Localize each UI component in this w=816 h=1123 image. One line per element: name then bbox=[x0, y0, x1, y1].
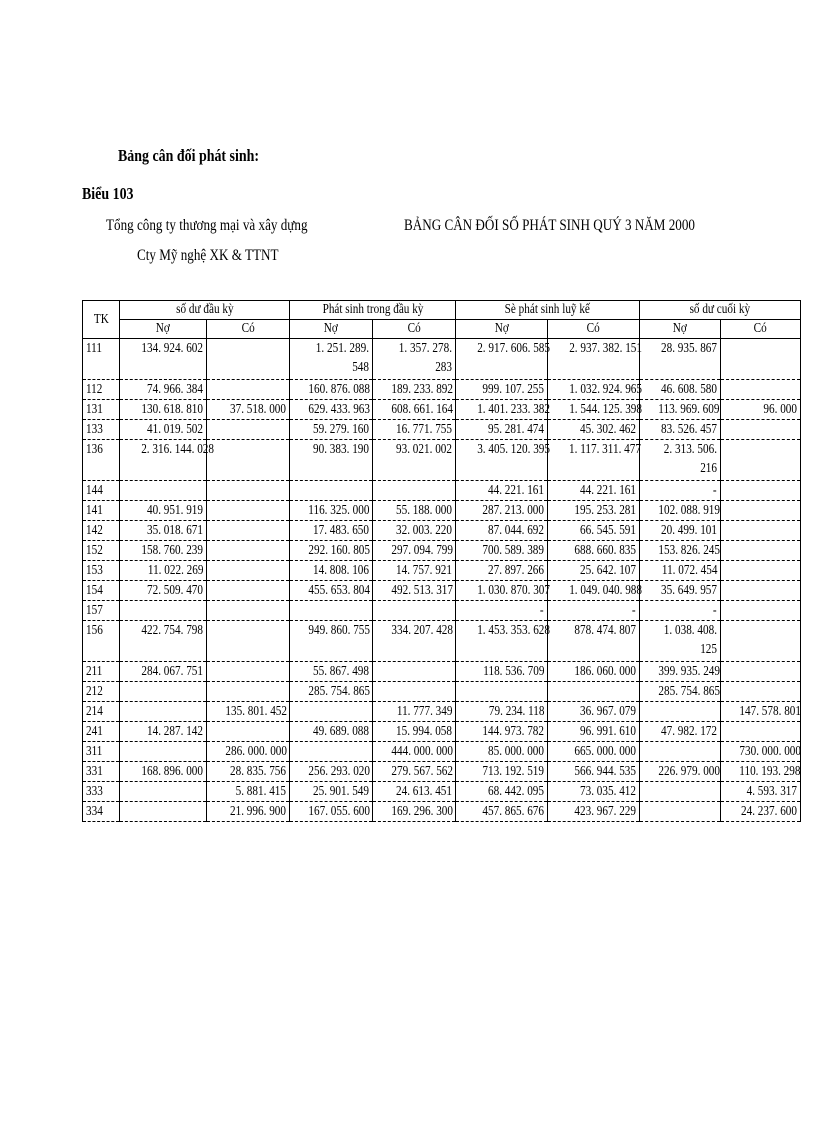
cell-period-credit: 279. 567. 562 bbox=[373, 762, 456, 782]
cell-opening-credit bbox=[207, 481, 290, 501]
cell-period-credit: 15. 994. 058 bbox=[373, 722, 456, 742]
cell-opening-credit bbox=[207, 339, 290, 380]
cell-cumulative-debit: 713. 192. 519 bbox=[456, 762, 548, 782]
table-row bbox=[83, 682, 801, 702]
cell-opening-debit: 41. 019. 502 bbox=[120, 420, 207, 440]
table-row bbox=[83, 420, 801, 440]
cell-closing-credit bbox=[721, 581, 801, 601]
cell-opening-credit bbox=[207, 722, 290, 742]
cell-period-credit: 93. 021. 002 bbox=[373, 440, 456, 481]
cell-closing-credit bbox=[721, 339, 801, 380]
cell-cumulative-debit: 457. 865. 676 bbox=[456, 802, 548, 822]
cell-period-debit: 90. 383. 190 bbox=[290, 440, 373, 481]
cell-closing-debit: 226. 979. 000 bbox=[640, 762, 721, 782]
cell-cumulative-debit bbox=[456, 682, 548, 702]
cell-cumulative-credit: 878. 474. 807 bbox=[548, 621, 640, 662]
table-row bbox=[83, 581, 801, 601]
cell-closing-debit bbox=[640, 702, 721, 722]
header-cumulative-activity: Sè phát sinh luỹ kế bbox=[456, 301, 640, 320]
cell-period-debit: 116. 325. 000 bbox=[290, 501, 373, 521]
cell-period-credit bbox=[373, 682, 456, 702]
cell-closing-credit: 730. 000. 000 bbox=[721, 742, 801, 762]
table-body bbox=[83, 339, 801, 822]
cell-period-debit: 17. 483. 650 bbox=[290, 521, 373, 541]
cell-period-debit: 14. 808. 106 bbox=[290, 561, 373, 581]
header-account: TK bbox=[83, 301, 120, 339]
cell-period-credit bbox=[373, 481, 456, 501]
cell-cumulative-credit: 186. 060. 000 bbox=[548, 662, 640, 682]
table-row bbox=[83, 722, 801, 742]
cell-opening-credit bbox=[207, 541, 290, 561]
cell-closing-debit bbox=[640, 742, 721, 762]
cell-cumulative-credit: 423. 967. 229 bbox=[548, 802, 640, 822]
cell-closing-credit bbox=[721, 501, 801, 521]
cell-cumulative-credit: 195. 253. 281 bbox=[548, 501, 640, 521]
cell-closing-debit: 399. 935. 249 bbox=[640, 662, 721, 682]
cell-cumulative-credit: 25. 642. 107 bbox=[548, 561, 640, 581]
cell-opening-credit bbox=[207, 581, 290, 601]
cell-period-debit: 629. 433. 963 bbox=[290, 400, 373, 420]
table-row bbox=[83, 702, 801, 722]
cell-opening-debit bbox=[120, 601, 207, 621]
account-code: 311 bbox=[83, 742, 120, 762]
cell-closing-debit: 2. 313. 506. 216 bbox=[640, 440, 721, 481]
cell-opening-debit bbox=[120, 742, 207, 762]
cell-closing-debit: 11. 072. 454 bbox=[640, 561, 721, 581]
cell-closing-credit: 24. 237. 600 bbox=[721, 802, 801, 822]
cell-closing-credit bbox=[721, 380, 801, 400]
cell-closing-debit bbox=[640, 782, 721, 802]
cell-cumulative-debit: 700. 589. 389 bbox=[456, 541, 548, 561]
cell-cumulative-credit: 1. 032. 924. 965 bbox=[548, 380, 640, 400]
cell-opening-debit bbox=[120, 682, 207, 702]
cell-opening-debit: 35. 018. 671 bbox=[120, 521, 207, 541]
header-period-activity: Phát sinh trong đầu kỳ bbox=[290, 301, 456, 320]
cell-period-credit bbox=[373, 662, 456, 682]
header-debit: Nợ bbox=[456, 320, 548, 339]
account-code: 144 bbox=[83, 481, 120, 501]
cell-cumulative-debit: 999. 107. 255 bbox=[456, 380, 548, 400]
cell-opening-debit: 158. 760. 239 bbox=[120, 541, 207, 561]
cell-cumulative-debit: 27. 897. 266 bbox=[456, 561, 548, 581]
account-code: 241 bbox=[83, 722, 120, 742]
cell-cumulative-credit: 44. 221. 161 bbox=[548, 481, 640, 501]
cell-cumulative-credit: 1. 117. 311. 477 bbox=[548, 440, 640, 481]
cell-period-debit bbox=[290, 702, 373, 722]
cell-closing-credit: 147. 578. 801 bbox=[721, 702, 801, 722]
account-code: 211 bbox=[83, 662, 120, 682]
cell-closing-credit bbox=[721, 601, 801, 621]
cell-opening-debit: 11. 022. 269 bbox=[120, 561, 207, 581]
cell-period-debit: 167. 055. 600 bbox=[290, 802, 373, 822]
cell-opening-debit: 40. 951. 919 bbox=[120, 501, 207, 521]
cell-period-credit: 444. 000. 000 bbox=[373, 742, 456, 762]
cell-cumulative-debit: 79. 234. 118 bbox=[456, 702, 548, 722]
cell-cumulative-credit: 45. 302. 462 bbox=[548, 420, 640, 440]
table-row bbox=[83, 521, 801, 541]
header-credit: Có bbox=[373, 320, 456, 339]
table-row bbox=[83, 339, 801, 380]
account-code: 153 bbox=[83, 561, 120, 581]
cell-opening-credit bbox=[207, 601, 290, 621]
header-debit: Nợ bbox=[290, 320, 373, 339]
cell-period-credit: 492. 513. 317 bbox=[373, 581, 456, 601]
cell-opening-credit bbox=[207, 682, 290, 702]
table-row bbox=[83, 440, 801, 481]
table-row bbox=[83, 762, 801, 782]
cell-cumulative-debit: 1. 453. 353. 628 bbox=[456, 621, 548, 662]
cell-period-credit: 11. 777. 349 bbox=[373, 702, 456, 722]
cell-closing-credit bbox=[721, 521, 801, 541]
cell-period-credit: 32. 003. 220 bbox=[373, 521, 456, 541]
cell-period-debit: 49. 689. 088 bbox=[290, 722, 373, 742]
cell-closing-debit: 285. 754. 865 bbox=[640, 682, 721, 702]
cell-period-credit bbox=[373, 601, 456, 621]
company-name: Tổng công ty thương mại và xây dựng bbox=[106, 217, 308, 234]
account-code: 157 bbox=[83, 601, 120, 621]
table-row bbox=[83, 662, 801, 682]
account-code: 212 bbox=[83, 682, 120, 702]
cell-cumulative-debit: 87. 044. 692 bbox=[456, 521, 548, 541]
cell-opening-credit bbox=[207, 501, 290, 521]
cell-period-debit: 949. 860. 755 bbox=[290, 621, 373, 662]
cell-cumulative-credit: 96. 991. 610 bbox=[548, 722, 640, 742]
header-credit: Có bbox=[721, 320, 801, 339]
account-code: 154 bbox=[83, 581, 120, 601]
cell-opening-debit: 14. 287. 142 bbox=[120, 722, 207, 742]
cell-opening-credit bbox=[207, 621, 290, 662]
cell-closing-debit: 1. 038. 408. 125 bbox=[640, 621, 721, 662]
cell-cumulative-debit: 287. 213. 000 bbox=[456, 501, 548, 521]
account-code: 111 bbox=[83, 339, 120, 380]
cell-cumulative-debit: 144. 973. 782 bbox=[456, 722, 548, 742]
account-code: 141 bbox=[83, 501, 120, 521]
cell-opening-debit: 284. 067. 751 bbox=[120, 662, 207, 682]
account-code: 334 bbox=[83, 802, 120, 822]
cell-period-debit: 55. 867. 498 bbox=[290, 662, 373, 682]
table-row bbox=[83, 400, 801, 420]
subsidiary-name: Cty Mỹ nghệ XK & TTNT bbox=[137, 247, 279, 264]
cell-closing-credit: 96. 000 bbox=[721, 400, 801, 420]
account-code: 133 bbox=[83, 420, 120, 440]
cell-opening-credit: 135. 801. 452 bbox=[207, 702, 290, 722]
cell-closing-credit bbox=[721, 420, 801, 440]
cell-opening-debit: 2. 316. 144. 028 bbox=[120, 440, 207, 481]
cell-cumulative-debit: 2. 917. 606. 585 bbox=[456, 339, 548, 380]
cell-closing-debit: 102. 088. 919 bbox=[640, 501, 721, 521]
table-row bbox=[83, 782, 801, 802]
cell-cumulative-credit: 2. 937. 382. 151 bbox=[548, 339, 640, 380]
cell-closing-debit: 28. 935. 867 bbox=[640, 339, 721, 380]
form-number: Biểu 103 bbox=[82, 184, 134, 203]
account-code: 156 bbox=[83, 621, 120, 662]
cell-period-debit: 1. 251. 289. 548 bbox=[290, 339, 373, 380]
cell-period-debit bbox=[290, 481, 373, 501]
cell-period-credit: 189. 233. 892 bbox=[373, 380, 456, 400]
cell-cumulative-debit: 3. 405. 120. 395 bbox=[456, 440, 548, 481]
cell-opening-credit bbox=[207, 380, 290, 400]
header-debit: Nợ bbox=[640, 320, 721, 339]
cell-cumulative-credit: 1. 049. 040. 988 bbox=[548, 581, 640, 601]
table-row bbox=[83, 742, 801, 762]
cell-period-credit: 55. 188. 000 bbox=[373, 501, 456, 521]
cell-cumulative-debit: 44. 221. 161 bbox=[456, 481, 548, 501]
cell-period-credit: 24. 613. 451 bbox=[373, 782, 456, 802]
cell-cumulative-debit: 1. 401. 233. 382 bbox=[456, 400, 548, 420]
cell-opening-debit: 130. 618. 810 bbox=[120, 400, 207, 420]
cell-closing-credit: 4. 593. 317 bbox=[721, 782, 801, 802]
cell-opening-credit bbox=[207, 561, 290, 581]
section-heading: Bảng cân đối phát sinh: bbox=[118, 146, 260, 165]
cell-period-debit bbox=[290, 601, 373, 621]
cell-opening-debit: 422. 754. 798 bbox=[120, 621, 207, 662]
header-opening-balance: số dư đầu kỳ bbox=[120, 301, 290, 320]
cell-closing-credit bbox=[721, 722, 801, 742]
header-debit: Nợ bbox=[120, 320, 207, 339]
cell-cumulative-debit: 85. 000. 000 bbox=[456, 742, 548, 762]
cell-cumulative-credit: 566. 944. 535 bbox=[548, 762, 640, 782]
cell-cumulative-credit bbox=[548, 682, 640, 702]
account-code: 142 bbox=[83, 521, 120, 541]
cell-cumulative-credit: 73. 035. 412 bbox=[548, 782, 640, 802]
account-code: 136 bbox=[83, 440, 120, 481]
cell-closing-debit: 46. 608. 580 bbox=[640, 380, 721, 400]
cell-cumulative-credit: 1. 544. 125. 398 bbox=[548, 400, 640, 420]
cell-opening-credit: 286. 000. 000 bbox=[207, 742, 290, 762]
balance-table bbox=[82, 300, 801, 822]
cell-opening-credit bbox=[207, 440, 290, 481]
cell-closing-debit bbox=[640, 802, 721, 822]
cell-cumulative-debit: 118. 536. 709 bbox=[456, 662, 548, 682]
cell-opening-credit: 28. 835. 756 bbox=[207, 762, 290, 782]
account-code: 214 bbox=[83, 702, 120, 722]
cell-opening-credit: 21. 996. 900 bbox=[207, 802, 290, 822]
cell-opening-debit: 134. 924. 602 bbox=[120, 339, 207, 380]
cell-closing-debit: - bbox=[640, 481, 721, 501]
cell-opening-debit bbox=[120, 702, 207, 722]
cell-period-debit: 455. 653. 804 bbox=[290, 581, 373, 601]
cell-cumulative-debit: 68. 442. 095 bbox=[456, 782, 548, 802]
cell-closing-credit: 110. 193. 298 bbox=[721, 762, 801, 782]
cell-opening-credit: 5. 881. 415 bbox=[207, 782, 290, 802]
cell-cumulative-credit: 66. 545. 591 bbox=[548, 521, 640, 541]
header-credit: Có bbox=[207, 320, 290, 339]
cell-closing-debit: 113. 969. 609 bbox=[640, 400, 721, 420]
account-code: 152 bbox=[83, 541, 120, 561]
header-closing-balance: số dư cuối kỳ bbox=[640, 301, 801, 320]
cell-opening-debit: 74. 966. 384 bbox=[120, 380, 207, 400]
cell-cumulative-debit: 1. 030. 870. 307 bbox=[456, 581, 548, 601]
cell-opening-debit: 168. 896. 000 bbox=[120, 762, 207, 782]
cell-closing-credit bbox=[721, 440, 801, 481]
cell-period-credit: 169. 296. 300 bbox=[373, 802, 456, 822]
header-credit: Có bbox=[548, 320, 640, 339]
cell-period-debit: 256. 293. 020 bbox=[290, 762, 373, 782]
cell-closing-debit: - bbox=[640, 601, 721, 621]
cell-closing-debit: 47. 982. 172 bbox=[640, 722, 721, 742]
cell-closing-credit bbox=[721, 662, 801, 682]
account-code: 331 bbox=[83, 762, 120, 782]
table-row bbox=[83, 380, 801, 400]
cell-closing-credit bbox=[721, 541, 801, 561]
cell-opening-credit bbox=[207, 521, 290, 541]
cell-cumulative-debit: 95. 281. 474 bbox=[456, 420, 548, 440]
cell-opening-credit: 37. 518. 000 bbox=[207, 400, 290, 420]
cell-period-credit: 334. 207. 428 bbox=[373, 621, 456, 662]
cell-cumulative-debit: - bbox=[456, 601, 548, 621]
cell-closing-credit bbox=[721, 682, 801, 702]
cell-opening-credit bbox=[207, 420, 290, 440]
cell-cumulative-credit: 36. 967. 079 bbox=[548, 702, 640, 722]
table-row bbox=[83, 621, 801, 662]
cell-period-debit: 25. 901. 549 bbox=[290, 782, 373, 802]
cell-period-debit: 160. 876. 088 bbox=[290, 380, 373, 400]
cell-opening-debit bbox=[120, 802, 207, 822]
cell-cumulative-credit: 665. 000. 000 bbox=[548, 742, 640, 762]
cell-period-credit: 14. 757. 921 bbox=[373, 561, 456, 581]
cell-closing-debit: 20. 499. 101 bbox=[640, 521, 721, 541]
cell-period-credit: 16. 771. 755 bbox=[373, 420, 456, 440]
cell-period-debit: 59. 279. 160 bbox=[290, 420, 373, 440]
table-row bbox=[83, 481, 801, 501]
cell-opening-debit bbox=[120, 481, 207, 501]
cell-opening-debit: 72. 509. 470 bbox=[120, 581, 207, 601]
cell-closing-debit: 83. 526. 457 bbox=[640, 420, 721, 440]
cell-period-credit: 297. 094. 799 bbox=[373, 541, 456, 561]
table-row bbox=[83, 501, 801, 521]
cell-period-debit: 285. 754. 865 bbox=[290, 682, 373, 702]
cell-period-debit: 292. 160. 805 bbox=[290, 541, 373, 561]
cell-closing-debit: 35. 649. 957 bbox=[640, 581, 721, 601]
account-code: 112 bbox=[83, 380, 120, 400]
table-row bbox=[83, 541, 801, 561]
cell-opening-debit bbox=[120, 782, 207, 802]
cell-cumulative-credit: - bbox=[548, 601, 640, 621]
cell-opening-credit bbox=[207, 662, 290, 682]
account-code: 131 bbox=[83, 400, 120, 420]
cell-period-credit: 608. 661. 164 bbox=[373, 400, 456, 420]
cell-period-debit bbox=[290, 742, 373, 762]
cell-closing-credit bbox=[721, 621, 801, 662]
account-code: 333 bbox=[83, 782, 120, 802]
cell-period-credit: 1. 357. 278. 283 bbox=[373, 339, 456, 380]
table-row bbox=[83, 802, 801, 822]
cell-closing-credit bbox=[721, 561, 801, 581]
cell-closing-debit: 153. 826. 245 bbox=[640, 541, 721, 561]
cell-cumulative-credit: 688. 660. 835 bbox=[548, 541, 640, 561]
cell-closing-credit bbox=[721, 481, 801, 501]
report-title: BẢNG CÂN ĐỐI SỐ PHÁT SINH QUÝ 3 NĂM 2000 bbox=[404, 217, 695, 234]
table-row bbox=[83, 561, 801, 581]
table-row bbox=[83, 601, 801, 621]
